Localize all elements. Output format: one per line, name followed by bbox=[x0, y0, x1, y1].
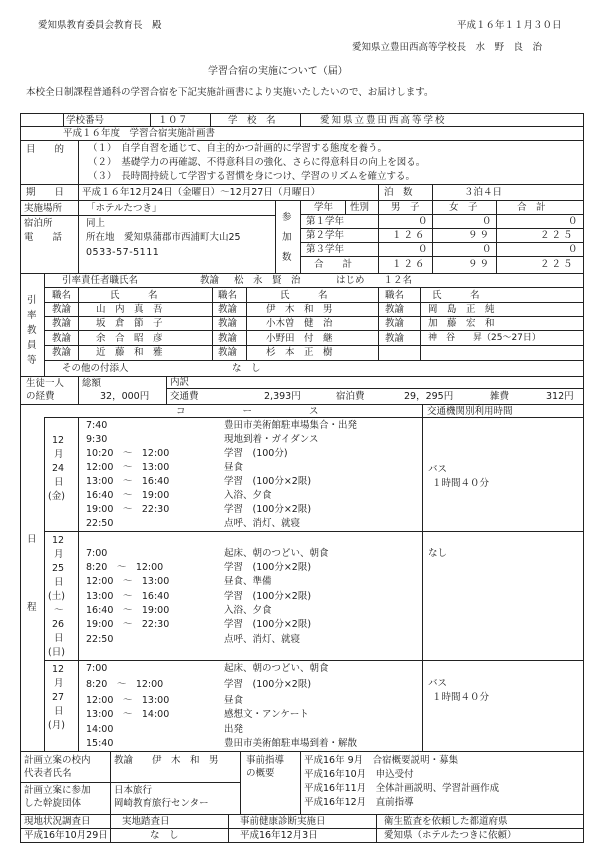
staff-row-1-name-3: 岡 島 正 純 bbox=[428, 304, 495, 315]
school-number-label: 学校番号 bbox=[66, 115, 105, 126]
day1-date-4: 日 bbox=[54, 477, 64, 488]
school-name-value: 愛知県立豊田西高等学校 bbox=[320, 115, 447, 126]
prior-guidance-label-1: 事前指導 bbox=[246, 755, 285, 766]
staff-row-4-name-1: 近 藤 和 雅 bbox=[96, 347, 163, 358]
prior-guidance-item-4: 平成16年12月 直前指導 bbox=[304, 797, 414, 808]
day1-transport-2: １時間４０分 bbox=[432, 478, 490, 489]
day2-transport-1: なし bbox=[428, 548, 448, 559]
prior-guidance-item-1: 平成16年 9月 合宿概要説明・募集 bbox=[304, 755, 459, 766]
participants-total-male: １２６ bbox=[392, 259, 427, 270]
venue-label: 実施場所 bbox=[24, 203, 63, 214]
route-check-value: な し bbox=[150, 830, 179, 841]
submission-date: 平成１６年１１月３０日 bbox=[457, 20, 562, 31]
cost-total-label: 総額 bbox=[82, 378, 102, 389]
day2-item1-time: 7:00 bbox=[86, 548, 108, 559]
day1-item3-time: 10:20 ～ 12:00 bbox=[86, 448, 170, 459]
staff-row-4-title-2: 教諭 bbox=[218, 347, 238, 358]
route-check-label: 実地踏査日 bbox=[122, 816, 170, 827]
cost-total-value: 32，000円 bbox=[100, 391, 150, 402]
transport-header: 交通機関別利用時間 bbox=[427, 406, 513, 417]
staff-side-label-4: 員 bbox=[27, 340, 37, 351]
cost-lodging-label: 宿泊費 bbox=[336, 391, 365, 402]
day2-item4-time: 13:00 ～ 16:40 bbox=[86, 591, 170, 602]
staff-header-title-3: 職名 bbox=[385, 290, 405, 301]
staff-side-label-1: 引 bbox=[27, 295, 37, 306]
document-title: 学習合宿の実施について（届） bbox=[208, 66, 348, 77]
participants-grade-3: 第３学年 bbox=[306, 244, 345, 255]
schedule-side-label-1: 日 bbox=[27, 534, 37, 545]
staff-row-3-title-3: 教諭 bbox=[385, 333, 405, 344]
stay-value: ３泊４日 bbox=[464, 187, 503, 198]
day1-date-2: 月 bbox=[54, 449, 64, 460]
day3-date-4: 日 bbox=[54, 706, 64, 717]
staff-header-name-1: 氏 名 bbox=[110, 290, 158, 301]
day2-date-9: (日) bbox=[48, 647, 65, 658]
agency-value-1: 日本旅行 bbox=[114, 785, 153, 796]
phone-value: 0533-57-5111 bbox=[86, 247, 160, 258]
participants-header-grade: 学年 bbox=[314, 202, 334, 213]
leader-label: 引率責任者職氏名 bbox=[62, 275, 139, 286]
planner-label-1: 計画立案の校内 bbox=[24, 755, 91, 766]
address-label: 所在地 bbox=[86, 232, 115, 243]
day2-item2-time: 8:20 ～ 12:00 bbox=[86, 562, 164, 573]
period-label: 期 日 bbox=[26, 187, 65, 198]
participants-grade-3-female: ０ bbox=[482, 244, 492, 255]
participants-grade-3-male: ０ bbox=[418, 244, 428, 255]
day1-item6-text: 入浴、夕食 bbox=[224, 490, 272, 501]
day2-date-3: 25 bbox=[52, 563, 65, 574]
staff-side-label-5: 等 bbox=[27, 355, 37, 366]
day3-item3-time: 12:00 ～ 13:00 bbox=[86, 695, 170, 706]
day2-date-5: (土) bbox=[48, 591, 65, 602]
plan-title: 平成１６年度 学習合宿実施計画書 bbox=[63, 128, 216, 139]
participants-total-female: ９９ bbox=[468, 259, 492, 270]
staff-row-3-name-1: 余 合 昭 彦 bbox=[96, 333, 163, 344]
day2-item2-text: 学習 (100分×2限) bbox=[224, 562, 312, 573]
stay-label: 泊 数 bbox=[384, 187, 413, 198]
participants-grade-2-female: ９９ bbox=[468, 230, 492, 241]
day2-date-8: 日 bbox=[54, 633, 64, 644]
school-number-value: １０７ bbox=[158, 115, 189, 126]
staff-row-3-title-2: 教諭 bbox=[218, 333, 238, 344]
prior-guidance-item-2: 平成16年10月 申込受付 bbox=[304, 769, 414, 780]
participants-grade-2: 第２学年 bbox=[306, 230, 345, 241]
cost-misc-label: 雑費 bbox=[490, 391, 510, 402]
participants-header-female: 女 子 bbox=[449, 202, 478, 213]
intro-text: 本校全日制課程普通科の学習合宿を下記実施計画書により実施いたしたいので、お届けします。 bbox=[26, 87, 434, 98]
staff-row-1-title-3: 教諭 bbox=[385, 304, 405, 315]
day1-item7-time: 19:00 ～ 22:30 bbox=[86, 504, 170, 515]
day3-date-1: 12 bbox=[52, 664, 65, 675]
participants-header-sex: 性別 bbox=[350, 202, 370, 213]
participants-total-total: ２２５ bbox=[540, 259, 575, 270]
cost-label-line2: の経費 bbox=[26, 391, 55, 402]
staff-header-title-2: 職名 bbox=[218, 290, 238, 301]
day3-item5-text: 出発 bbox=[224, 724, 244, 735]
cost-lodging-value: 29，295円 bbox=[404, 391, 454, 402]
health-check-value: 平成16年12月3日 bbox=[240, 830, 318, 841]
staff-side-label-2: 率 bbox=[27, 310, 37, 321]
other-escort-value: な し bbox=[232, 363, 261, 374]
day3-item1-text: 起床、朝のつどい、朝食 bbox=[224, 663, 329, 674]
participants-label-2: 加 bbox=[282, 232, 292, 243]
agency-value-2: 岡崎教育旅行センター bbox=[114, 798, 209, 809]
schedule-side-label-2: 程 bbox=[27, 602, 37, 613]
day1-item4-text: 昼食 bbox=[224, 462, 244, 473]
staff-header-title-1: 職名 bbox=[52, 290, 72, 301]
day1-item4-time: 12:00 ～ 13:00 bbox=[86, 462, 170, 473]
school-name-label: 学 校 名 bbox=[228, 115, 276, 126]
survey-date-value: 平成16年10月29日 bbox=[24, 830, 108, 841]
day3-item3-text: 昼食 bbox=[224, 695, 244, 706]
course-header: コ ー ス bbox=[176, 406, 319, 417]
purpose-item-3: （３） 長時間持続して学習する習慣を身につけ、学習のリズムを確立する。 bbox=[88, 171, 415, 182]
day1-item5-text: 学習 (100分×2限) bbox=[224, 476, 312, 487]
day1-transport-1: バス bbox=[428, 464, 448, 475]
staff-row-2-name-2: 小木曽 健 治 bbox=[266, 318, 333, 329]
staff-row-4-title-1: 教諭 bbox=[52, 347, 72, 358]
participants-total-label: 合 計 bbox=[314, 259, 353, 270]
participants-label-3: 数 bbox=[282, 252, 292, 263]
participants-grade-1-male: ０ bbox=[418, 216, 428, 227]
agency-label-2: した幹旋団体 bbox=[24, 798, 82, 809]
day2-date-1: 12 bbox=[52, 535, 65, 546]
day3-item6-text: 豊田市美術館駐車場到着・解散 bbox=[224, 738, 358, 749]
cost-label-line1: 生徒一人 bbox=[26, 378, 65, 389]
address-value: 愛知県蒲郡市西浦町大山25 bbox=[124, 232, 241, 243]
cost-transport-label: 交通費 bbox=[170, 391, 199, 402]
day2-item3-text: 昼食、準備 bbox=[224, 576, 272, 587]
cost-misc-value: 312円 bbox=[546, 391, 574, 402]
staff-side-label-3: 教 bbox=[27, 325, 37, 336]
lodging-value: 同上 bbox=[86, 218, 106, 229]
participants-header-male: 男 子 bbox=[391, 202, 420, 213]
purpose-item-2: （２） 基礎学力の再確認、不得意科目の強化、さらに得意科目の向上を図る。 bbox=[88, 157, 426, 168]
day3-date-5: (月) bbox=[48, 720, 65, 731]
staff-row-3-name-3: 神 谷 昇（25～27日） bbox=[428, 333, 541, 343]
staff-row-1-name-2: 伊 木 和 男 bbox=[266, 304, 333, 315]
day2-item5-text: 入浴、夕食 bbox=[224, 605, 272, 616]
day2-date-6: ～ bbox=[54, 605, 64, 616]
day1-item5-time: 13:00 ～ 16:40 bbox=[86, 476, 170, 487]
leader-title: 教諭 bbox=[200, 275, 220, 286]
day3-item4-text: 感想文・アンケート bbox=[224, 709, 309, 720]
participants-grade-2-total: ２２５ bbox=[540, 230, 575, 241]
staff-row-3-name-2: 小野田 付 継 bbox=[266, 333, 333, 344]
staff-row-2-name-3: 加 藤 宏 和 bbox=[428, 318, 495, 329]
prior-guidance-label-2: の概要 bbox=[246, 768, 275, 779]
day2-item4-text: 学習 (100分×2限) bbox=[224, 591, 312, 602]
staff-row-1-title-2: 教諭 bbox=[218, 304, 238, 315]
participants-grade-3-total: ０ bbox=[568, 244, 578, 255]
day1-date-5: (金) bbox=[48, 491, 65, 502]
day1-item2-time: 9:30 bbox=[86, 434, 108, 445]
day1-item3-text: 学習 (100分) bbox=[224, 448, 288, 459]
staff-header-name-2: 氏 名 bbox=[280, 290, 328, 301]
venue-value: 「ホテルたつき」 bbox=[86, 203, 162, 214]
staff-row-2-title-3: 教諭 bbox=[385, 318, 405, 329]
participants-grade-1: 第１学年 bbox=[306, 216, 345, 227]
cost-transport-value: 2,393円 bbox=[264, 391, 301, 402]
day1-date-3: 24 bbox=[52, 463, 65, 474]
purpose-item-1: （１） 自学自習を通じて、自主的かつ計画的に学習する態度を養う。 bbox=[88, 143, 388, 154]
day1-item1-time: 7:40 bbox=[86, 420, 108, 431]
day3-date-3: 27 bbox=[52, 692, 65, 703]
staff-row-1-name-1: 山 内 真 吾 bbox=[96, 304, 163, 315]
planner-label-2: 代表者氏名 bbox=[24, 768, 72, 779]
day2-item6-time: 19:00 ～ 22:30 bbox=[86, 619, 170, 630]
purpose-label: 目 的 bbox=[26, 144, 65, 155]
participants-grade-2-male: １２６ bbox=[392, 230, 427, 241]
period-value: 平成１６年12月24日（金曜日）～12月27日（月曜日） bbox=[82, 187, 321, 198]
phone-label: 電 話 bbox=[24, 232, 63, 243]
day2-item7-text: 点呼、消灯、就寝 bbox=[224, 634, 301, 645]
day3-transport-1: バス bbox=[428, 678, 448, 689]
agency-label-1: 計画立案に参加 bbox=[24, 785, 91, 796]
day2-item6-text: 学習 (100分×2限) bbox=[224, 619, 312, 630]
survey-date-label: 現地状況調査日 bbox=[24, 816, 91, 827]
day2-date-4: 日 bbox=[54, 577, 64, 588]
staff-row-1-title-1: 教諭 bbox=[52, 304, 72, 315]
day2-date-7: 26 bbox=[52, 619, 65, 630]
sender: 愛知県立豊田西高等学校長 水 野 良 治 bbox=[352, 42, 543, 53]
day1-item2-text: 現地到着・ガイダンス bbox=[224, 434, 319, 445]
day2-item3-time: 12:00 ～ 13:00 bbox=[86, 576, 170, 587]
participants-grade-1-female: ０ bbox=[482, 216, 492, 227]
staff-row-2-title-2: 教諭 bbox=[218, 318, 238, 329]
staff-row-3-title-1: 教諭 bbox=[52, 333, 72, 344]
participants-header-total: 合 計 bbox=[517, 202, 546, 213]
staff-header-name-3: 氏 名 bbox=[432, 290, 480, 301]
cost-breakdown-label: 内訳 bbox=[170, 377, 190, 388]
day3-item5-time: 14:00 bbox=[86, 724, 114, 735]
staff-row-4-name-2: 杉 本 正 樹 bbox=[266, 347, 333, 358]
day1-item7-text: 学習 (100分×2限) bbox=[224, 504, 312, 515]
day3-date-2: 月 bbox=[54, 678, 64, 689]
day2-item1-text: 起床、朝のつどい、朝食 bbox=[224, 548, 329, 559]
recipient: 愛知県教育委員会教育長 殿 bbox=[38, 20, 162, 31]
day3-item1-time: 7:00 bbox=[86, 663, 108, 674]
hygiene-label: 衛生監査を依頼した都道府県 bbox=[384, 816, 508, 827]
day3-item4-time: 13:00 ～ 14:00 bbox=[86, 709, 170, 720]
day3-item2-time: 8:20 ～ 12:00 bbox=[86, 679, 164, 690]
leader-count: はじめ １２名 bbox=[336, 275, 413, 286]
lodging-label: 宿泊所 bbox=[24, 218, 53, 229]
participants-grade-1-total: ０ bbox=[568, 216, 578, 227]
staff-row-2-name-1: 坂 倉 節 子 bbox=[96, 318, 163, 329]
day3-transport-2: １時間４０分 bbox=[432, 692, 490, 703]
participants-label-1: 参 bbox=[282, 212, 292, 223]
day2-item5-time: 16:40 ～ 19:00 bbox=[86, 605, 170, 616]
day1-date-1: 12 bbox=[52, 435, 65, 446]
day1-item8-text: 点呼、消灯、就寝 bbox=[224, 518, 301, 529]
hygiene-value: 愛知県（ホテルたつきに依頼） bbox=[384, 830, 517, 841]
day1-item8-time: 22:50 bbox=[86, 518, 114, 529]
day3-item2-text: 学習 (100分×2限) bbox=[224, 679, 312, 690]
prior-guidance-item-3: 平成16年11月 全体計画説明、学習計画作成 bbox=[304, 783, 500, 794]
day2-date-2: 月 bbox=[54, 549, 64, 560]
leader-name: 松 永 賢 治 bbox=[234, 275, 301, 286]
day1-item6-time: 16:40 ～ 19:00 bbox=[86, 490, 170, 501]
other-escort-label: その他の付添人 bbox=[62, 363, 129, 374]
day2-item7-time: 22:50 bbox=[86, 634, 114, 645]
day3-item6-time: 15:40 bbox=[86, 738, 114, 749]
staff-row-2-title-1: 教諭 bbox=[52, 318, 72, 329]
day1-item1-text: 豊田市美術館駐車場集合・出発 bbox=[224, 420, 358, 431]
health-check-label: 事前健康診断実施日 bbox=[240, 816, 326, 827]
planner-value: 教諭 伊 木 和 男 bbox=[114, 755, 219, 766]
